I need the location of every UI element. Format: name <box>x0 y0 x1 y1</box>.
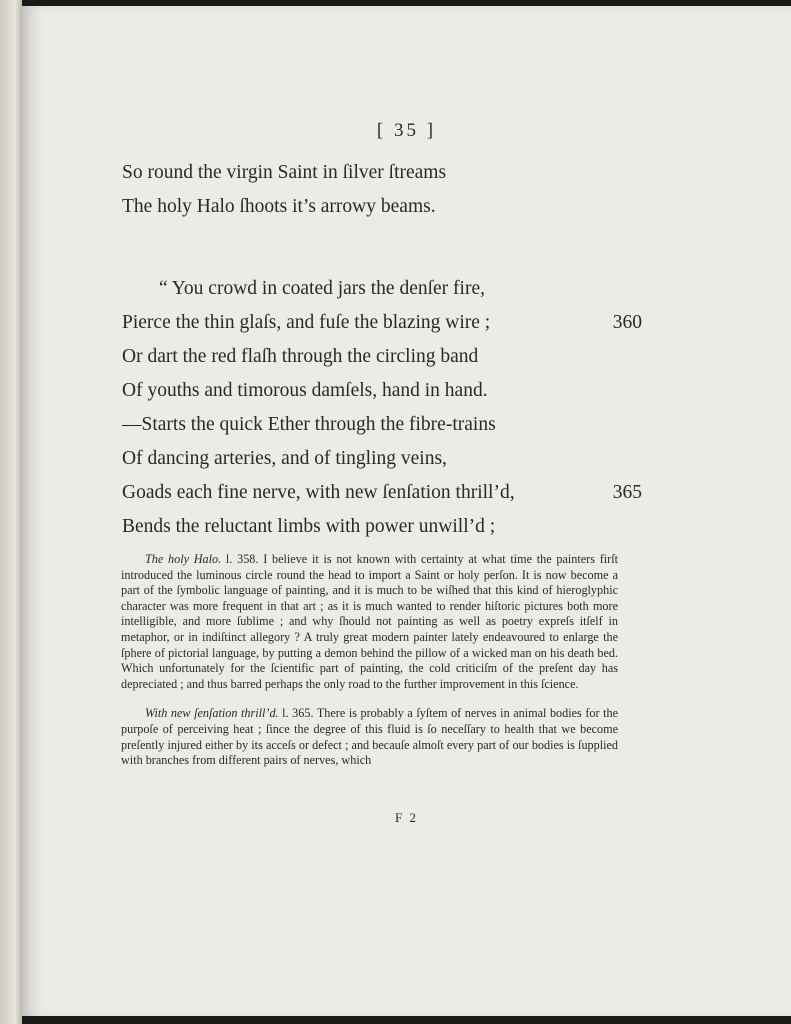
verse-text: Of youths and timorous damſels, hand in hand. <box>122 380 488 401</box>
verse-text: Or dart the red flaſh through the circling band <box>122 346 479 367</box>
verse-line <box>122 408 642 442</box>
verse-text: The holy Halo ſhoots it’s arrowy beams. <box>122 196 436 217</box>
footnote-head: With new ſenſation thrill’d. <box>145 706 279 721</box>
page-number: [ 35 ] <box>376 120 437 141</box>
verse-text: Bends the reluctant limbs with power unwill’d ; <box>122 516 496 537</box>
line-number: 360 <box>612 312 642 333</box>
footnote-line-ref: l. 358. <box>221 552 259 566</box>
line-number: 365 <box>612 482 642 503</box>
signature-mark: F 2 <box>395 810 418 825</box>
verse-text: —Starts the quick Ether through the fibre-trains <box>122 414 496 435</box>
adjacent-page-edge <box>0 0 22 1024</box>
verse-line <box>122 374 642 408</box>
footnote-head: The holy Halo. <box>145 552 222 566</box>
footnote <box>121 552 618 692</box>
footnote-text: I believe it is not known with certainty at what time the painters firſt introduced the luminous circle round the head to import a Saint or holy perſon. It is now become a part of the ſymbolic language of painting, and it is much to be wiſhed that this kind of hieroglyphic character was more frequent in that art ; as it is much wanted to render hiſtoric pictures both more intelligible, and more ſublime ; and why ſhould not painting as well as poetry expreſs itſelf in metaphor, or in indiſtinct allegory ? A truly great modern painter lately endeavoured to enlarge the ſphere of pictorial language, by putting a demon behind the pillow of a wicked man on his death bed. Which unfortunately for the ſcientific part of painting, the cold criticiſm of the preſent day has depreciated ; and thus barred perhaps the only road to the further improvement in this ſcience. <box>121 552 619 691</box>
verse-text: Pierce the thin glaſs, and fuſe the blazing wire ; <box>122 312 491 333</box>
verse-text: “ You crowd in coated jars the denſer fire, <box>159 278 485 299</box>
verse-line <box>122 510 642 544</box>
poem-verse <box>122 156 642 544</box>
verse-line <box>122 190 642 224</box>
verse-text: Goads each fine nerve, with new ſenſation thrill’d, <box>122 482 515 503</box>
verse-text: Of dancing arteries, and of tingling veins, <box>122 448 447 469</box>
footnote-text: There is probably a ſyſtem of nerves in animal bodies for the purpoſe of perceiving heat ; ſince the degree of this fluid is ſo neceſſary to health that we become preſently injured either by its acceſs or defect ; and becauſe almoſt every part of our bodies is ſupplied with branches from different pairs of nerves, which <box>121 706 619 768</box>
verse-line <box>122 306 642 340</box>
verse-line <box>122 340 642 374</box>
verse-line <box>122 272 642 306</box>
footnotes <box>121 552 618 769</box>
footnote-line-ref: l. 365. <box>278 706 314 721</box>
verse-line <box>122 476 642 510</box>
verse-line <box>122 442 642 476</box>
book-page <box>22 6 791 1016</box>
footnote <box>121 706 618 768</box>
verse-line <box>122 156 642 190</box>
stanza-break <box>122 224 642 272</box>
verse-text: So round the virgin Saint in ſilver ſtreams <box>122 162 447 183</box>
